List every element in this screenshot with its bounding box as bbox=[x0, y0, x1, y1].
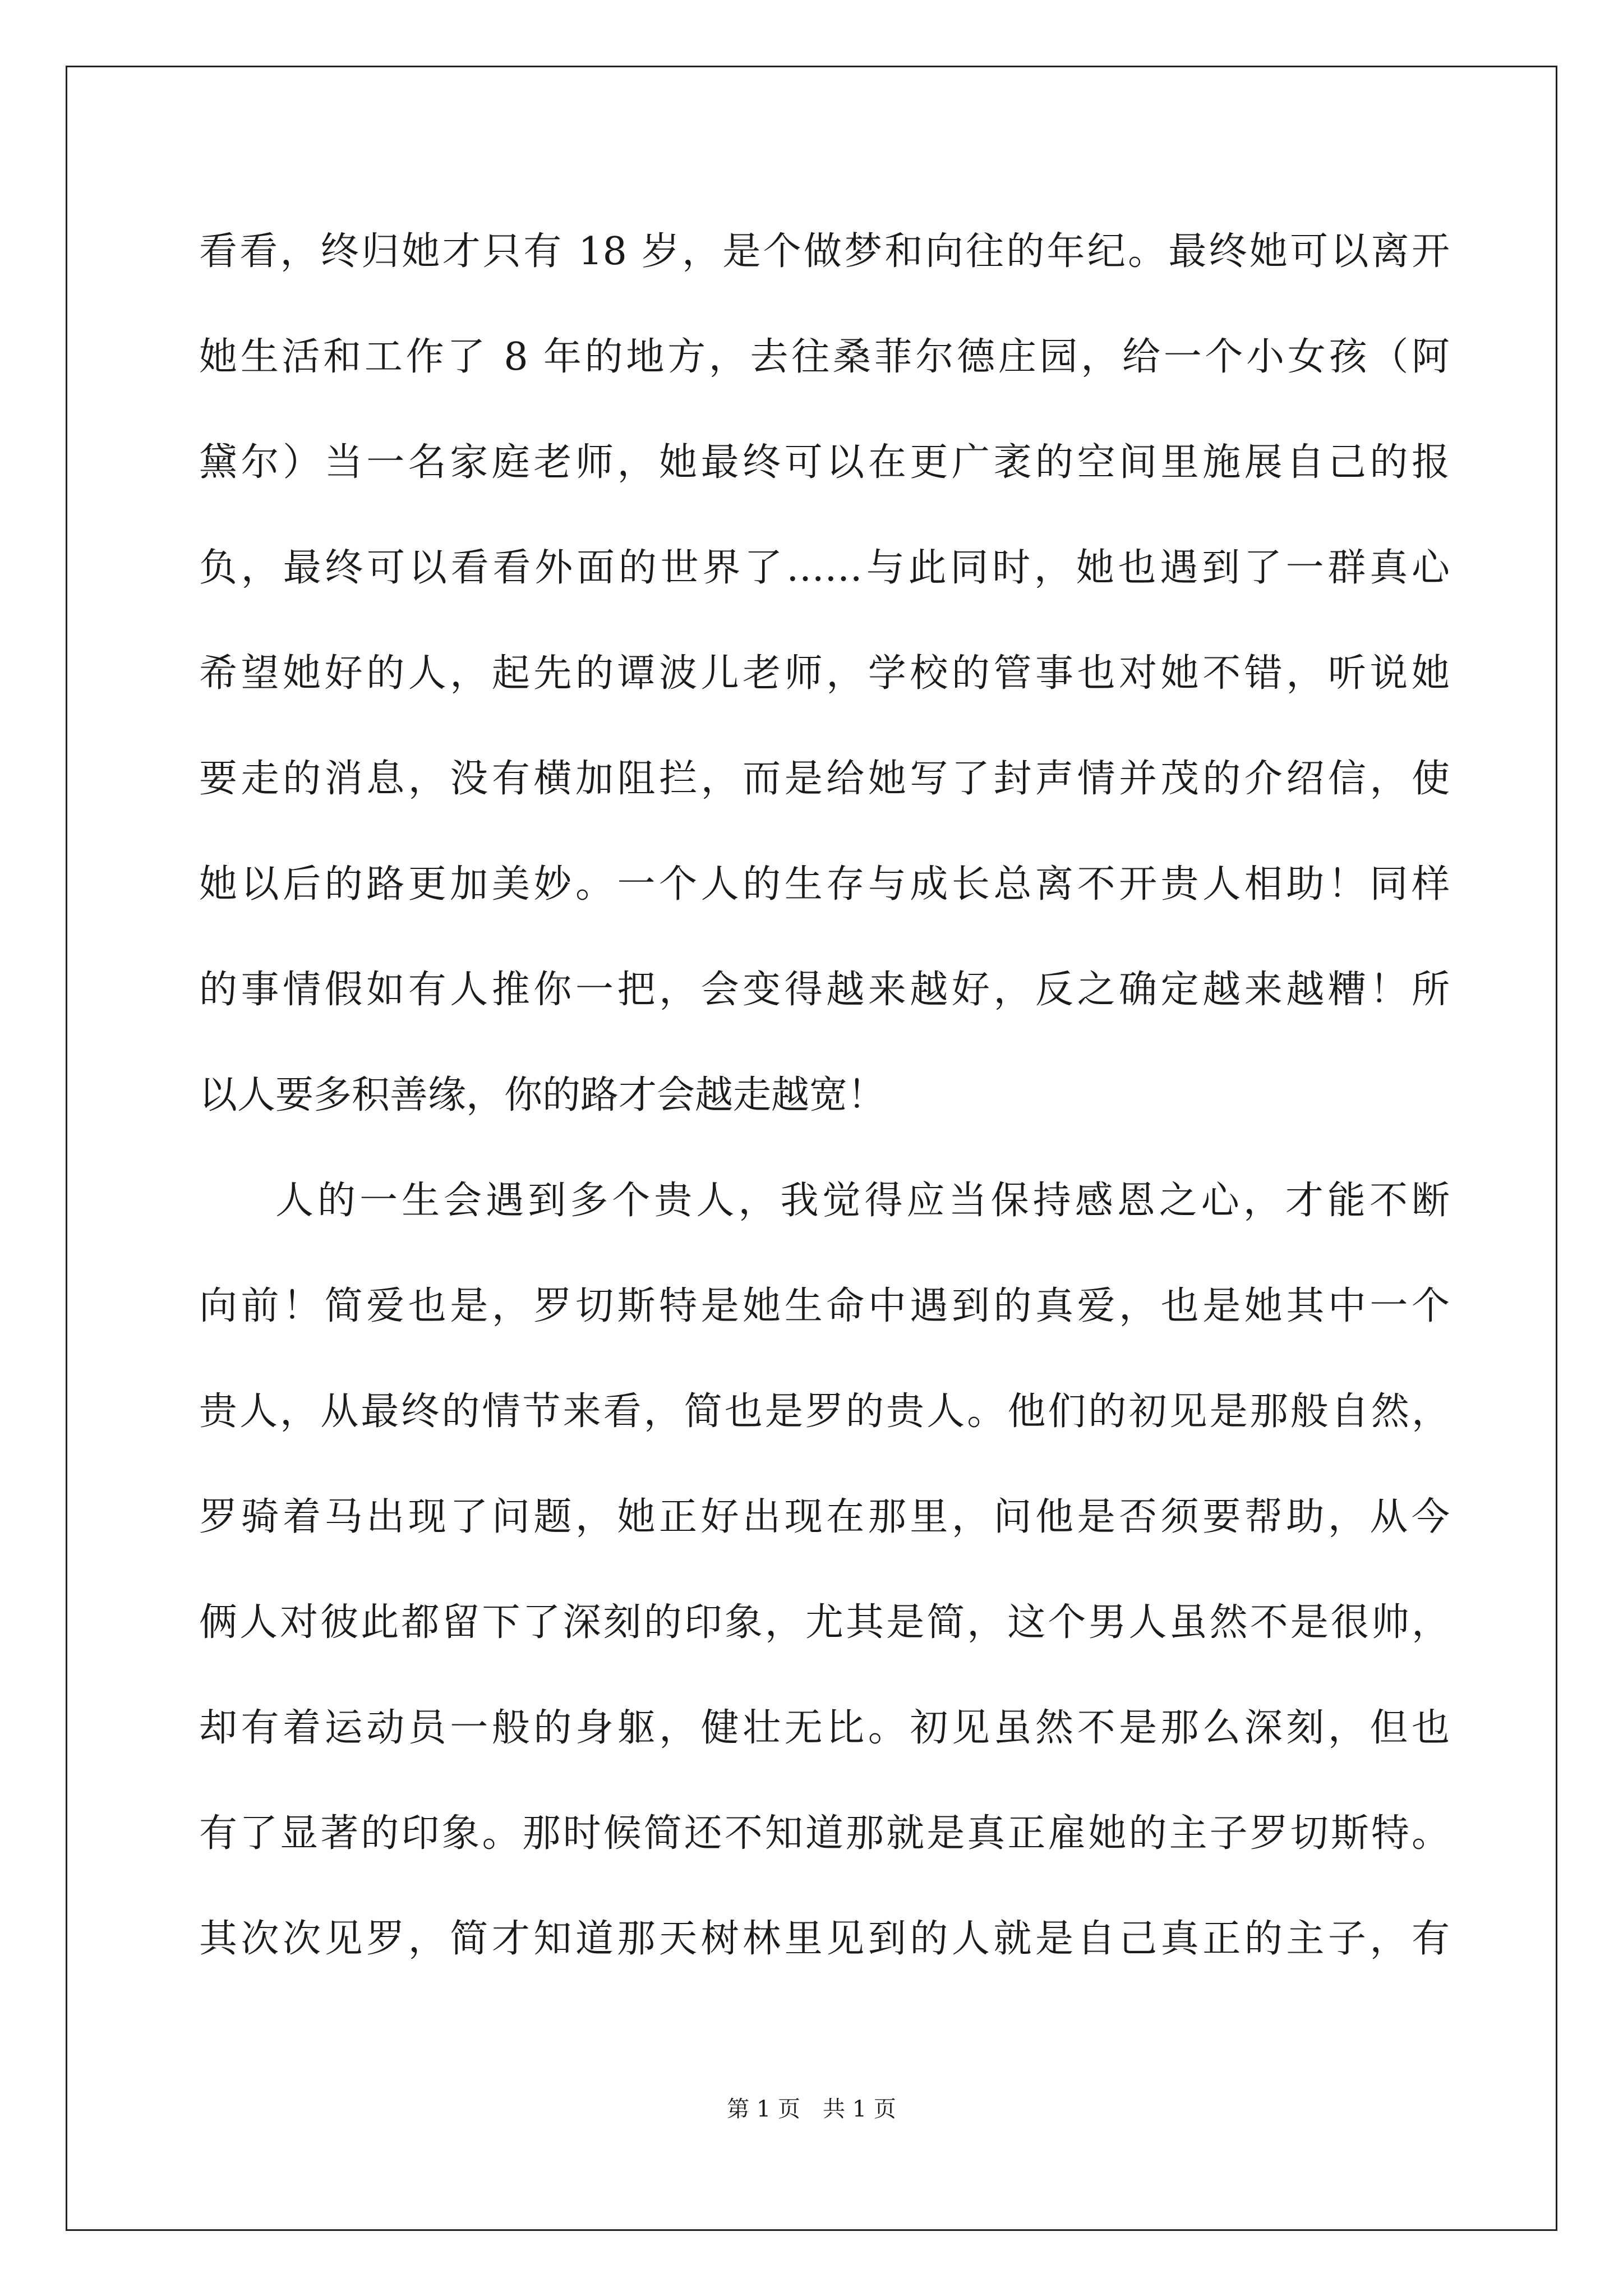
text-line-indented: 人的一生会遇到多个贵人，我觉得应当保持感恩之心，才能不断 bbox=[275, 1179, 1450, 1223]
text-line: 她以后的路更加美妙。一个人的生存与成长总离不开贵人相助！同样 bbox=[199, 862, 1450, 907]
text-line: 以人要多积善缘，你的路才会越走越宽！ bbox=[199, 1073, 886, 1117]
text-line: 要走的消息，没有横加阻拦，而是给她写了封声情并茂的介绍信，使 bbox=[199, 757, 1450, 801]
text-line: 希望她好的人，起先的谭波儿老师，学校的管事也对她不错，听说她 bbox=[199, 651, 1450, 696]
page-footer bbox=[0, 2092, 1623, 2126]
text-line: 她生活和工作了 8 年的地方，去往桑菲尔德庄园，给一个小女孩（阿 bbox=[199, 335, 1450, 379]
text-line: 其次次见罗，简才知道那天树林里见到的人就是自己真正的主子，有 bbox=[199, 1917, 1450, 1961]
text-line: 罗骑着马出现了问题，她正好出现在那里，问他是否须要帮助，从今 bbox=[199, 1495, 1450, 1539]
text-line: 贵人，从最终的情节来看，简也是罗的贵人。他们的初见是那般自然， bbox=[199, 1389, 1450, 1434]
text-line: 有了显著的印象。那时候简还不知道那就是真正雇她的主子罗切斯特。 bbox=[199, 1811, 1450, 1856]
text-line: 的事情假如有人推你一把，会变得越来越好，反之确定越来越糟！所 bbox=[199, 968, 1450, 1012]
text-line: 看看，终归她才只有 18 岁，是个做梦和向往的年纪。最终她可以离开 bbox=[199, 229, 1450, 274]
text-line: 俩人对彼此都留下了深刻的印象，尤其是简，这个男人虽然不是很帅， bbox=[199, 1600, 1450, 1645]
page-total: 共 1 页 bbox=[823, 2096, 896, 2122]
page-number: 第 1 页 bbox=[727, 2096, 800, 2122]
text-line: 黛尔）当一名家庭老师，她最终可以在更广袤的空间里施展自己的报 bbox=[199, 440, 1450, 485]
text-line: 却有着运动员一般的身躯，健壮无比。初见虽然不是那么深刻，但也 bbox=[199, 1706, 1450, 1750]
document-body bbox=[199, 199, 1450, 1992]
text-line: 向前！简爱也是，罗切斯特是她生命中遇到的真爱，也是她其中一个 bbox=[199, 1284, 1450, 1328]
text-line: 负，最终可以看看外面的世界了……与此同时，她也遇到了一群真心 bbox=[199, 546, 1450, 590]
